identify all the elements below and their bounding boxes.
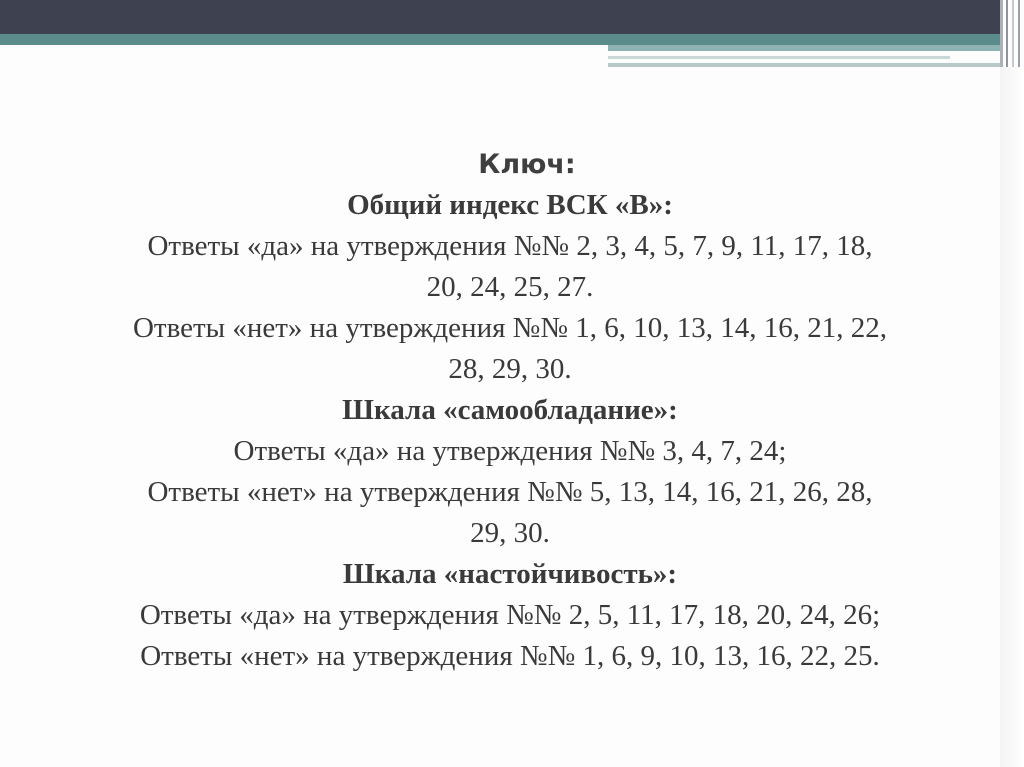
top-bar-thin-line-2 bbox=[608, 63, 1000, 67]
corner-stripe bbox=[1018, 0, 1020, 67]
answer-line: Ответы «да» на утверждения №№ 3, 4, 7, 24; bbox=[233, 435, 787, 467]
slide-content bbox=[40, 145, 980, 677]
answer-line: 28, 29, 30. bbox=[448, 353, 572, 385]
top-bar-accent bbox=[608, 45, 1000, 51]
answer-line: Ответы «да» на утверждения №№ 2, 3, 4, 5, 7, 9, 11, 17, 18, bbox=[147, 230, 873, 262]
section-heading-self-control: Шкала «самообладание»: bbox=[342, 394, 678, 426]
answer-line: Ответы «да» на утверждения №№ 2, 5, 11, 17, 18, 20, 24, 26; bbox=[139, 599, 881, 631]
answer-line: 20, 24, 25, 27. bbox=[426, 271, 594, 303]
top-bar-dark bbox=[0, 0, 1000, 34]
corner-stripe bbox=[1000, 0, 1003, 67]
corner-stripe bbox=[1006, 0, 1008, 67]
section-heading-general-index: Общий индекс ВСК «В»: bbox=[347, 189, 673, 221]
top-bar-thin-line bbox=[608, 56, 950, 59]
key-title: Ключ: bbox=[478, 149, 576, 180]
answer-line: 29, 30. bbox=[470, 517, 550, 549]
top-bar-teal bbox=[0, 34, 1000, 45]
answer-line: Ответы «нет» на утверждения №№ 5, 13, 14, 16, 21, 26, 28, bbox=[147, 476, 873, 508]
answer-line: Ответы «нет» на утверждения №№ 1, 6, 10, 13, 14, 16, 21, 22, bbox=[132, 312, 888, 344]
section-heading-persistence: Шкала «настойчивость»: bbox=[342, 558, 678, 590]
right-edge-shadow bbox=[1000, 67, 1024, 767]
answer-line: Ответы «нет» на утверждения №№ 1, 6, 9, 10, 13, 16, 22, 25. bbox=[140, 640, 880, 672]
corner-stripe bbox=[1012, 0, 1014, 67]
